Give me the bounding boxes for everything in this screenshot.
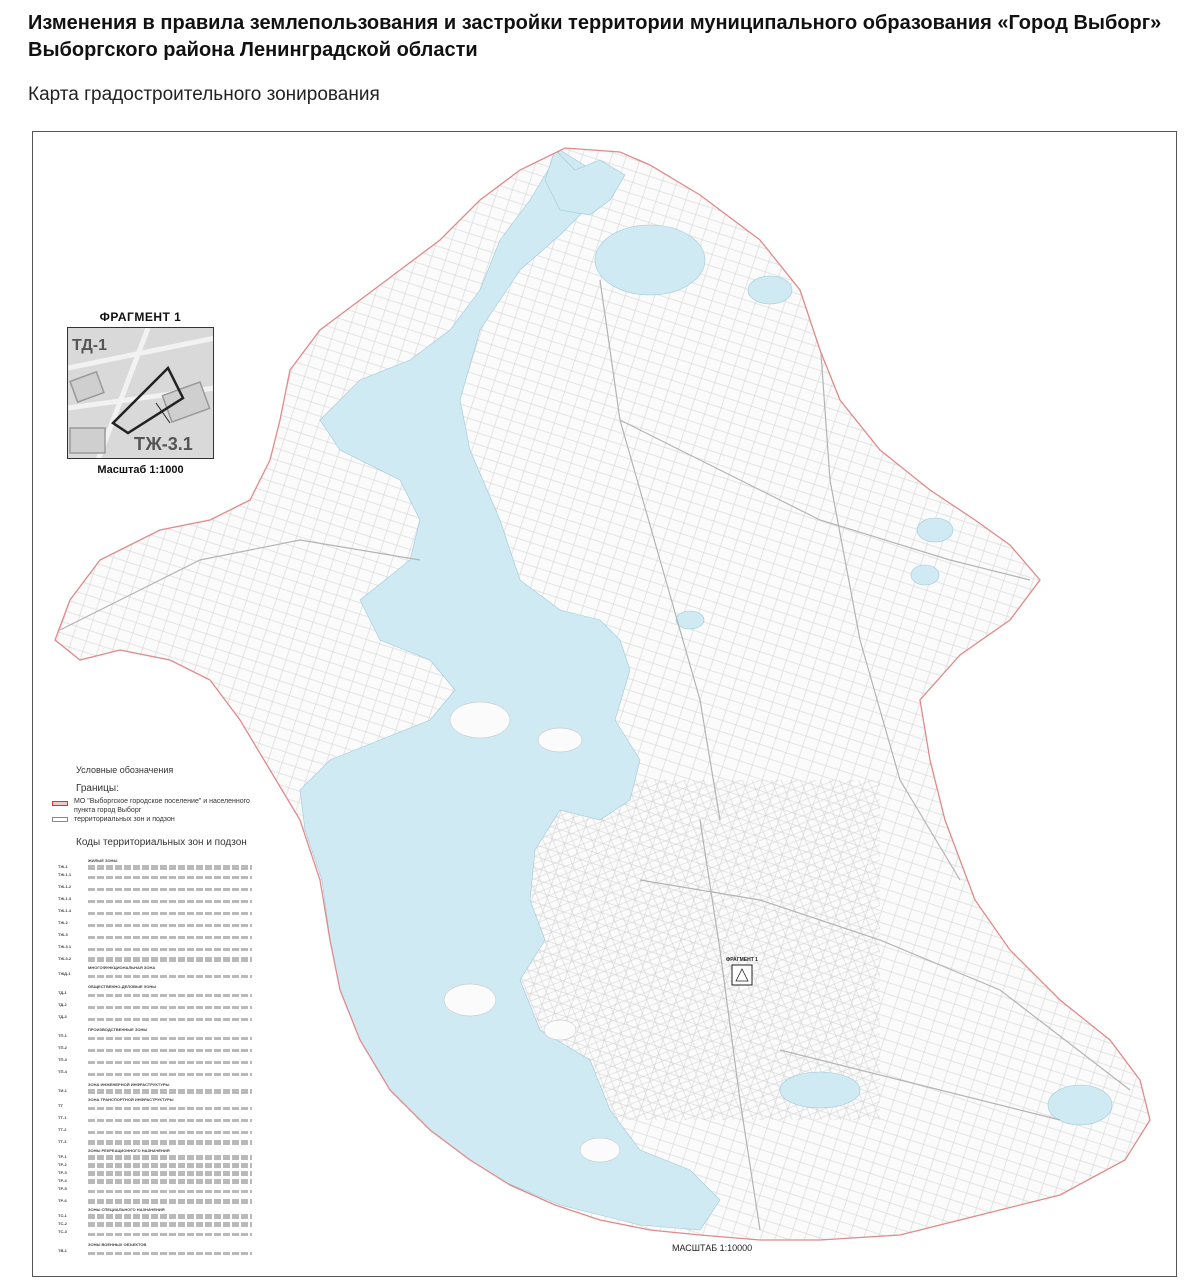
- fragment-inset-map: [68, 328, 214, 459]
- zone-row: [52, 1088, 252, 1094]
- zone-description: [88, 1199, 252, 1204]
- zone-row: [52, 864, 252, 870]
- zone-code: ТП-1: [58, 1033, 67, 1038]
- zone-description: [88, 1163, 252, 1168]
- zone-row: [52, 944, 252, 954]
- fragment-marker-label: ФРАГМЕНТ 1: [726, 957, 758, 963]
- zone-row: [52, 1057, 252, 1067]
- zone-row: [52, 1033, 252, 1043]
- zone-description: [88, 1230, 252, 1239]
- zone-description: [88, 933, 252, 942]
- zone-code: ТД-3: [58, 1014, 67, 1019]
- zone-description: [88, 1003, 252, 1012]
- zone-code: ТЖД-1: [58, 971, 71, 976]
- zone-code: ТР-1: [58, 1154, 67, 1159]
- zone-description: [88, 1116, 252, 1125]
- zone-description: [88, 1140, 252, 1145]
- zone-code: ТД-1: [58, 990, 67, 995]
- zone-code: ТР-6: [58, 1198, 67, 1203]
- zone-description: [88, 957, 252, 962]
- zone-description: [88, 873, 252, 882]
- zone-row: [52, 1248, 252, 1258]
- zone-description: [88, 897, 252, 906]
- zone-code: ТЖ-1.4: [58, 908, 72, 913]
- zone-code: ТТ-2: [58, 1127, 67, 1132]
- zone-description: [88, 1179, 252, 1184]
- zone-description: [88, 972, 252, 981]
- zone-code: ТЖ-3.1: [58, 944, 72, 949]
- zone-code: ТЖ-1.1: [58, 872, 72, 877]
- zone-row: [52, 990, 252, 1000]
- zone-section-title: ЗОНЫ РЕКРЕАЦИОННОГО НАЗНАЧЕНИЯ: [88, 1148, 170, 1153]
- zone-description: [88, 945, 252, 954]
- zone-section-title: ЗОНА ИНЖЕНЕРНОЙ ИНФРАСТРУКТУРЫ: [88, 1082, 170, 1087]
- zone-description: [88, 1070, 252, 1079]
- lake-center: [676, 611, 704, 629]
- island: [538, 728, 582, 752]
- zone-row: [52, 1170, 252, 1176]
- zone-description: [88, 1187, 252, 1196]
- zone-description: [88, 1222, 252, 1227]
- zone-description: [88, 1015, 252, 1024]
- zone-description: [88, 1171, 252, 1176]
- zone-row: [52, 1178, 252, 1184]
- island: [580, 1138, 620, 1162]
- zone-row: [52, 932, 252, 942]
- zone-code: ТР-4: [58, 1178, 67, 1183]
- map-scale: МАСШТАБ 1:10000: [672, 1243, 753, 1253]
- zone-description: [88, 1214, 252, 1219]
- zone-code: ТТ-1: [58, 1115, 67, 1120]
- zone-row: [52, 1115, 252, 1125]
- zone-description: [88, 865, 252, 870]
- zone-description: [88, 921, 252, 930]
- zone-row: [52, 1213, 252, 1219]
- zone-row: [52, 1002, 252, 1012]
- zone-code: ТП-4: [58, 1069, 67, 1074]
- zone-row: [52, 920, 252, 930]
- fragment-inset[interactable]: [67, 327, 214, 459]
- island: [544, 1020, 576, 1040]
- zone-code: ТЖ-1.2: [58, 884, 72, 889]
- fragment-scale: Масштаб 1:1000: [97, 464, 184, 476]
- zone-row: [52, 1069, 252, 1079]
- zone-code: ТЖ-1: [58, 864, 68, 869]
- zone-row: [52, 1229, 252, 1239]
- zone-code: ТР-3: [58, 1170, 67, 1175]
- lake-northeast: [748, 276, 792, 304]
- zone-description: [88, 991, 252, 1000]
- zone-row: [52, 908, 252, 918]
- fragment-title: ФРАГМЕНТ 1: [99, 310, 182, 324]
- zone-code: ТР-5: [58, 1186, 67, 1191]
- zone-description: [88, 1034, 252, 1043]
- legend-codes-heading: Коды территориальных зон и подзон: [76, 837, 247, 848]
- zone-row: [52, 1198, 252, 1204]
- zone-code-list: [52, 855, 252, 1260]
- zone-row: [52, 896, 252, 906]
- zone-section-title: МНОГОФУНКЦИОНАЛЬНАЯ ЗОНА: [88, 965, 156, 970]
- lake-south: [780, 1072, 860, 1108]
- lake-east-2: [911, 565, 939, 585]
- zone-code: ТС-1: [58, 1213, 67, 1218]
- zone-section-title: ОБЩЕСТВЕННО-ДЕЛОВЫЕ ЗОНЫ: [88, 984, 157, 989]
- zone-row: [52, 1014, 252, 1024]
- zone-row: [52, 971, 252, 981]
- island: [450, 702, 510, 738]
- zone-row: [52, 1127, 252, 1137]
- legend-item-zones: территориальных зон и подзон: [74, 816, 175, 823]
- zone-row: [52, 1139, 252, 1145]
- zone-row: [52, 1154, 252, 1160]
- fragment-label-top: ТД-1: [72, 337, 107, 354]
- legend-item-municipal: МО "Выборгское городское поселение" и населенного пункта город Выборг: [74, 798, 250, 814]
- legend-swatch-municipal: [52, 801, 68, 806]
- zone-description: [88, 1128, 252, 1137]
- zone-code: ТВ-1: [58, 1248, 67, 1253]
- zone-code: ТЖ-3.2: [58, 956, 72, 961]
- zone-row: [52, 956, 252, 962]
- zone-description: [88, 1249, 252, 1258]
- zone-code: ТИ-1: [58, 1088, 67, 1093]
- fragment-label-bottom: ТЖ-3.1: [134, 434, 193, 454]
- zone-row: [52, 1045, 252, 1055]
- zone-code: ТД-2: [58, 1002, 67, 1007]
- zone-section-title: ЗОНЫ СПЕЦИАЛЬНОГО НАЗНАЧЕНИЯ: [88, 1207, 165, 1212]
- zone-description: [88, 1089, 252, 1094]
- zone-code: ТЖ-2: [58, 920, 68, 925]
- zone-row: [52, 1103, 252, 1113]
- zone-description: [88, 909, 252, 918]
- zone-section-title: ЗОНЫ ВОЕННЫХ ОБЪЕКТОВ: [88, 1242, 147, 1247]
- zone-code: ТС-2: [58, 1221, 67, 1226]
- zone-description: [88, 1155, 252, 1160]
- map-title: Изменения в правила землепользования и застройки территории муниципального образования «Город Выборг» Выборгского района Ленинградской области: [28, 12, 1162, 61]
- zone-code: ТЖ-3: [58, 932, 68, 937]
- zone-code: ТТ-3: [58, 1139, 67, 1144]
- zone-description: [88, 885, 252, 894]
- zone-section-title: ПРОИЗВОДСТВЕННЫЕ ЗОНЫ: [88, 1027, 148, 1032]
- zone-description: [88, 1058, 252, 1067]
- zone-code: ТЖ-1.3: [58, 896, 72, 901]
- legend-swatch-zones: [52, 817, 68, 822]
- zone-code: ТС-3: [58, 1229, 67, 1234]
- zone-code: ТР-2: [58, 1162, 67, 1167]
- zone-row: [52, 1221, 252, 1227]
- island: [444, 984, 496, 1016]
- zone-row: [52, 1162, 252, 1168]
- zone-section-title: ЗОНА ТРАНСПОРТНОЙ ИНФРАСТРУКТУРЫ: [88, 1097, 174, 1102]
- zone-row: [52, 884, 252, 894]
- legend-bounds-heading: Границы:: [76, 783, 119, 794]
- zone-description: [88, 1104, 252, 1113]
- legend-heading: Условные обозначения: [76, 765, 174, 775]
- zone-code: ТП-3: [58, 1057, 67, 1062]
- zone-row: [52, 1186, 252, 1196]
- zone-description: [88, 1046, 252, 1055]
- zone-row: [52, 872, 252, 882]
- zone-section-title: ЖИЛЫЕ ЗОНЫ: [88, 858, 118, 863]
- zone-code: ТТ: [58, 1103, 63, 1108]
- lake-north: [595, 225, 705, 295]
- zone-code: ТП-2: [58, 1045, 67, 1050]
- lake-east: [917, 518, 953, 542]
- fragment-marker[interactable]: [732, 965, 752, 985]
- map-subtitle: Карта градостроительного зонирования: [28, 84, 380, 105]
